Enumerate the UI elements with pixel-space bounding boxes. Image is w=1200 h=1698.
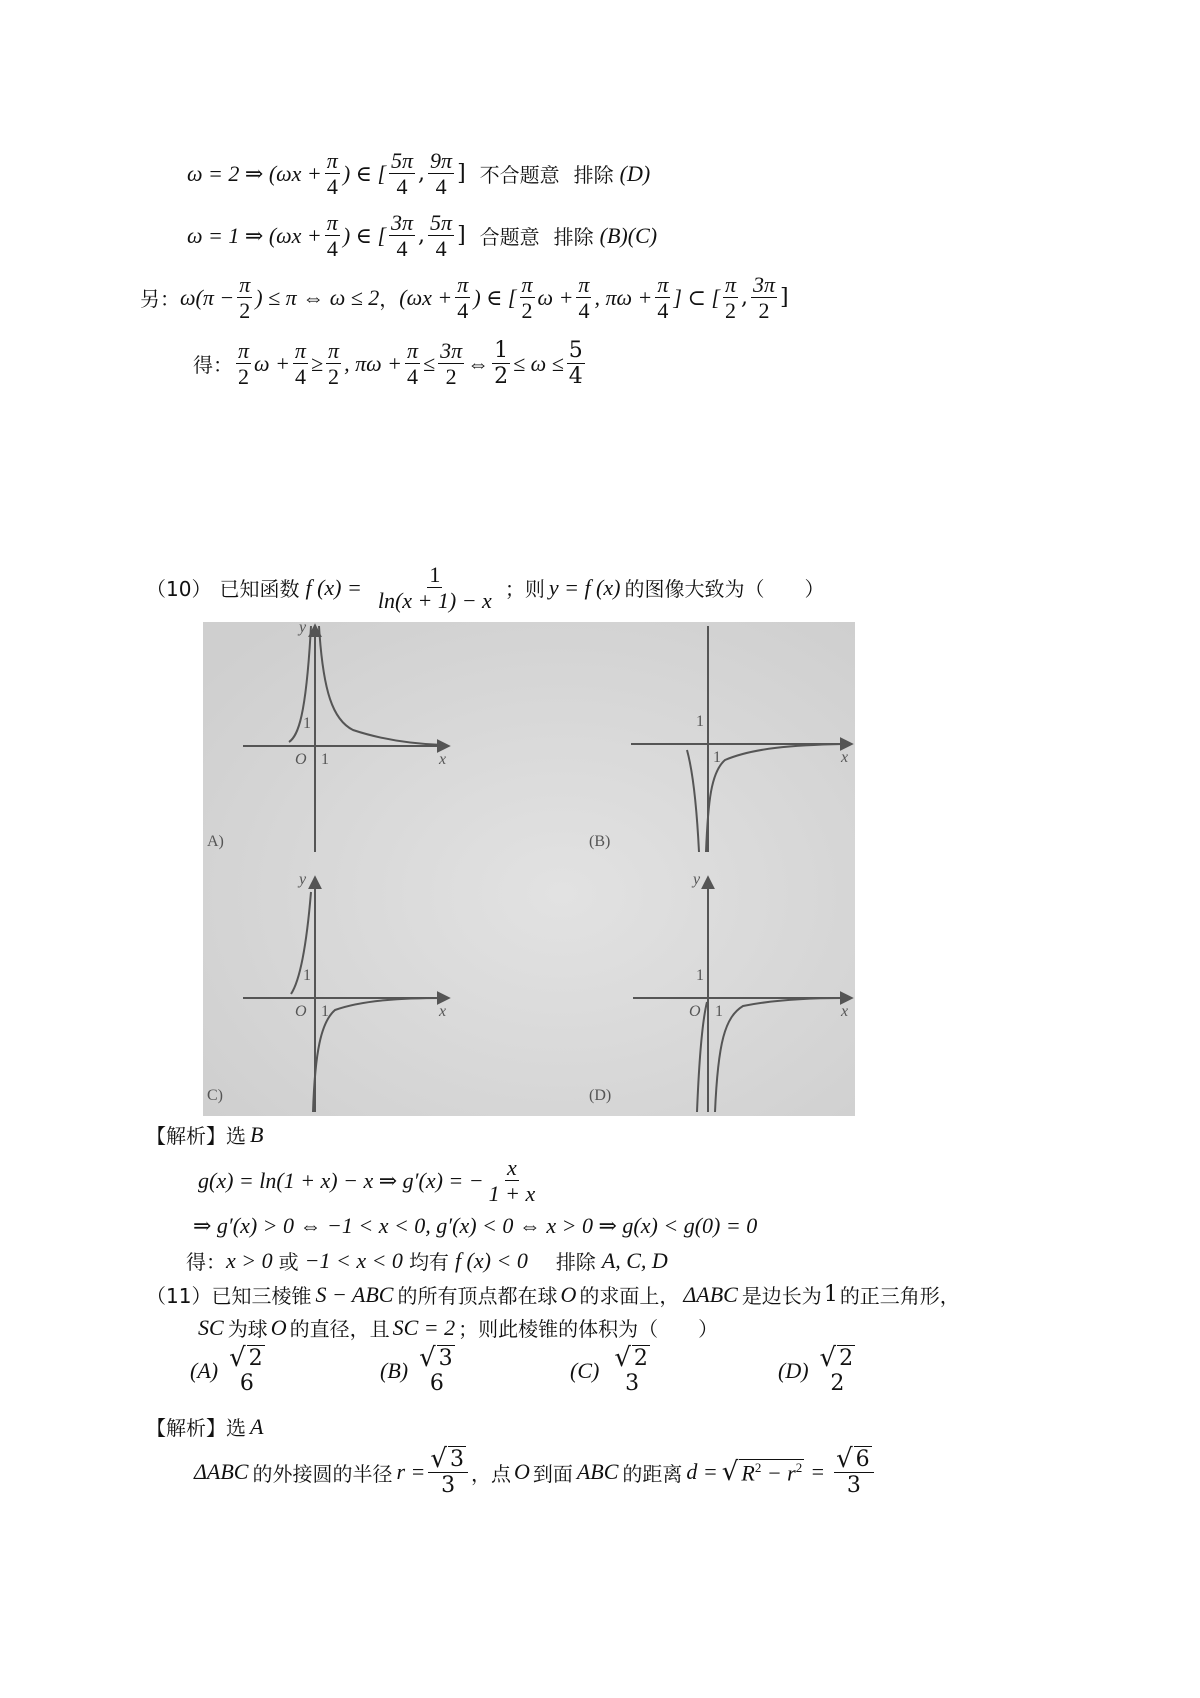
fraction: $\frac{\pi}{2}$ <box>328 338 340 390</box>
graph-a-y-one-label: 1 <box>303 715 311 732</box>
q10-analysis-heading: 【解析】选 B <box>146 1121 264 1148</box>
q11-option-a[interactable]: (A) √ 2 6 <box>190 1345 270 1397</box>
fraction: $\frac{5}{4}$ <box>568 338 583 390</box>
fraction: $\frac{5\pi}{4}$ <box>391 148 414 200</box>
function-graphs-figure <box>203 622 855 1116</box>
fraction: $\frac{\pi}{4}$ <box>578 272 590 324</box>
fraction: √ 2 3 <box>614 1343 648 1397</box>
fraction: $\frac{\pi}{2}$ <box>239 272 251 324</box>
fraction: $\frac{\pi}{4}$ <box>657 272 669 324</box>
graph-c-one-label: 1 <box>321 1003 329 1020</box>
fraction: $\frac{\pi}{2}$ <box>724 272 736 324</box>
q11-analysis-line: ΔABC 的外接圆的半径 r = √ 3 3 ，点 O 到面 ABC 的距离 d = √ $R^2 - r^2$ = √ 6 3 <box>194 1446 877 1499</box>
graph-d-origin-label: O <box>689 1003 701 1020</box>
graph-b-one-label: 1 <box>713 749 721 766</box>
graph-c-label: C) <box>207 1087 223 1104</box>
fraction: √ 2 2 <box>819 1343 854 1397</box>
fraction: $\frac{\pi}{2}$ <box>521 272 533 324</box>
figure-background <box>203 622 855 1116</box>
q11-option-d[interactable]: (D) √ 2 2 <box>778 1345 860 1397</box>
graph-b-label: (B) <box>589 833 611 850</box>
q10-conclusion-line: 得： x > 0 或 −1 < x < 0 均有 f (x) < 0 排除 A, C, D <box>186 1247 668 1274</box>
graph-d-one-label: 1 <box>715 1003 723 1020</box>
graph-d-label: (D) <box>589 1087 612 1104</box>
graph-a-origin-label: O <box>295 751 307 768</box>
question-10-stem: （10） 已知函数 f (x) = $\frac{1}{\ln(x + 1) - x}$ ；则 y = f (x) 的图像大致为（ ） <box>146 562 825 614</box>
case-omega-1: ω = 1 ⇒ (ωx + $\frac{\pi}{4}$ ) ∈ [ $\frac{3\pi}{4}$ , $\frac{5\pi}{4}$ ] 合题意 排除 (B)(C) <box>187 210 658 262</box>
fraction: √ 3 3 <box>428 1446 468 1499</box>
graph-b-x-label: x <box>841 749 849 766</box>
graph-a-label: A) <box>207 833 224 850</box>
graph-c-y-label: y <box>299 871 307 888</box>
q11-option-b[interactable]: (B) √ 3 6 <box>380 1345 460 1397</box>
graph-d-y-one-label: 1 <box>696 967 704 984</box>
fraction: $\frac{3\pi}{4}$ <box>391 210 414 262</box>
graph-c-origin-label: O <box>295 1003 307 1020</box>
graph-a-y-label: y <box>299 622 307 636</box>
graph-d-y-label: y <box>693 871 701 888</box>
fraction: $\frac{9\pi}{4}$ <box>430 148 453 200</box>
graph-c-x-label: x <box>439 1003 447 1020</box>
fraction: $\frac{\pi}{4}$ <box>406 338 418 390</box>
graph-b-y-one-label: 1 <box>696 713 704 730</box>
fraction: $\frac{\pi}{4}$ <box>457 272 469 324</box>
graph-c-y-one-label: 1 <box>303 967 311 984</box>
fraction: $\frac{1}{2}$ <box>494 338 509 390</box>
fraction: $\frac{\pi}{4}$ <box>326 148 338 200</box>
fraction: $\frac{3\pi}{2}$ <box>440 338 463 390</box>
question-11-stem-line2: SC 为球 O 的直径，且 SC = 2 ；则此棱锥的体积为（ ） <box>198 1314 719 1341</box>
fraction: √ 6 3 <box>834 1446 874 1499</box>
graph-a-one-label: 1 <box>321 751 329 768</box>
result-inequality: 得： $\frac{\pi}{2}$ ω + $\frac{\pi}{4}$ ≥ $\frac{\pi}{2}$ , πω + $\frac{\pi}{4}$ ≤ $\frac{3\pi}{2}$ ⇔ $\frac{1}{2}$ ≤ ω ≤ $\frac{5}{4}$ <box>193 338 583 390</box>
fraction: √ 3 6 <box>419 1343 453 1397</box>
q10-monotonic-line: ⇒ g′(x) > 0 ⇔ −1 < x < 0, g′(x) < 0 ⇔ x > 0 ⇒ g(x) < g(0) = 0 <box>193 1213 758 1238</box>
fraction: √ 2 6 <box>229 1343 263 1397</box>
fraction: $\frac{x}{1 + x}$ <box>488 1155 536 1207</box>
graph-d-x-label: x <box>841 1003 849 1020</box>
fraction: $\frac{\pi}{2}$ <box>238 338 250 390</box>
sqrt-expression: √ $R^2 - r^2$ <box>721 1456 803 1487</box>
fraction: $\frac{1}{\ln(x + 1) - x}$ <box>377 562 492 614</box>
fraction: $\frac{\pi}{4}$ <box>294 338 306 390</box>
q11-option-c[interactable]: (C) √ 2 3 <box>570 1345 655 1397</box>
question-11-stem-line1: （11） 已知三棱锥 S − ABC 的所有顶点都在球 O 的求面上， ΔABC 是边长为 1 的正三角形， <box>146 1281 960 1308</box>
fraction: $\frac{3\pi}{2}$ <box>752 272 776 324</box>
fraction: $\frac{\pi}{4}$ <box>326 210 338 262</box>
case-omega-2: ω = 2 ⇒ (ωx + $\frac{\pi}{4}$ ) ∈ [ $\frac{5\pi}{4}$ , $\frac{9\pi}{4}$ ] 不合题意 排除 (D) <box>187 148 651 200</box>
q10-derivative-line: g(x) = ln(1 + x) − x ⇒ g′(x) = − $\frac{x}{1 + x}$ <box>198 1155 536 1207</box>
graph-a-x-label: x <box>439 751 447 768</box>
q11-analysis-heading: 【解析】选 A <box>146 1413 264 1440</box>
fraction: $\frac{5\pi}{4}$ <box>430 210 453 262</box>
alternative-method: 另： ω(π − $\frac{\pi}{2}$ ) ≤ π ⇔ ω ≤ 2 ， (ωx + $\frac{\pi}{4}$ ) ∈ [ $\frac{\pi}{2}$ ω + $\frac{\pi}{4}$ , πω + $\frac{\pi}{4}$ ] ⊂ [ $\frac{\pi}{2}$ , $\frac{3\pi}{2}$ ] <box>140 272 789 324</box>
